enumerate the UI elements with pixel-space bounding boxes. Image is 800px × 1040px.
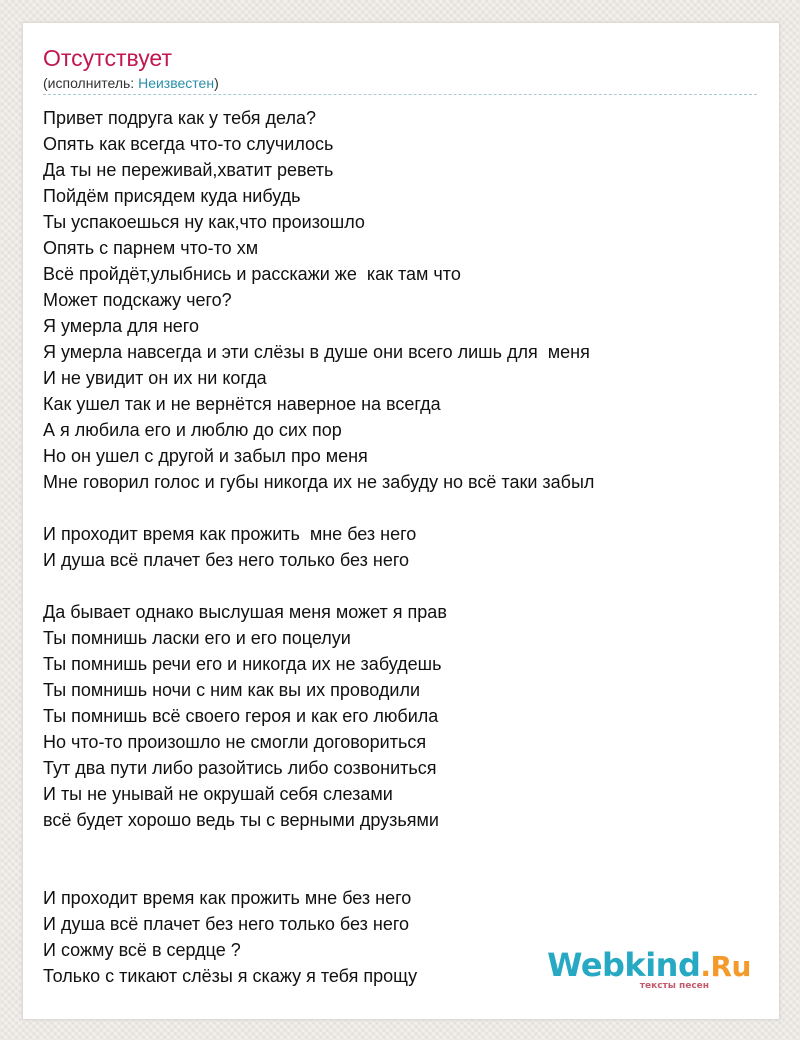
- lyric-line: Да ты не переживай,хватит реветь: [43, 160, 334, 180]
- lyrics-text: [43, 105, 763, 989]
- lyric-line: Опять как всегда что-то случилось: [43, 134, 334, 154]
- lyric-line: Ты помнишь речи его и никогда их не забудешь: [43, 654, 442, 674]
- lyric-line: И проходит время как прожить мне без него: [43, 888, 412, 908]
- site-logo[interactable]: [547, 948, 751, 991]
- lyric-line: И сожму всё в сердце ?: [43, 940, 241, 960]
- lyric-line: И душа всё плачет без него только без него: [43, 914, 410, 934]
- logo-wordmark: [547, 948, 751, 984]
- lyric-line: Пойдём присядем куда нибудь: [43, 186, 301, 206]
- lyric-blank-line: [43, 833, 763, 859]
- lyric-line: Да бывает однако выслушая меня может я прав: [43, 602, 447, 622]
- lyric-line: А я любила его и люблю до сих пор: [43, 420, 342, 440]
- lyric-blank-line: [43, 495, 763, 521]
- artist-prefix: (исполнитель:: [43, 75, 139, 91]
- lyric-line: Может подскажу чего?: [43, 290, 232, 310]
- lyric-line: Но он ушел с другой и забыл про меня: [43, 446, 368, 466]
- lyric-line: И душа всё плачет без него только без него: [43, 550, 410, 570]
- artist-line: [43, 75, 219, 91]
- title-divider: [43, 94, 757, 95]
- lyric-line: Ты успакоешься ну как,что произошло: [43, 212, 365, 232]
- logo-word: Webkind: [547, 946, 701, 984]
- logo-tagline: тексты песен: [639, 981, 709, 991]
- lyric-line: Как ушел так и не вернётся наверное на всегда: [43, 394, 441, 414]
- logo-tld: .Ru: [700, 950, 751, 983]
- lyrics-card: [22, 22, 780, 1020]
- artist-suffix: ): [214, 75, 219, 91]
- artist-link[interactable]: Неизвестен: [138, 75, 215, 91]
- lyric-line: Всё пройдёт,улыбнись и расскажи же как там что: [43, 264, 461, 284]
- lyric-line: Привет подруга как у тебя дела?: [43, 108, 316, 128]
- lyric-line: Ты помнишь ласки его и его поцелуи: [43, 628, 351, 648]
- lyric-line: И ты не унывай не окрушай себя слезами: [43, 784, 393, 804]
- lyric-line: Но что-то произошло не смогли договориться: [43, 732, 427, 752]
- lyric-blank-line: [43, 573, 763, 599]
- lyric-line: всё будет хорошо ведь ты с верными друзьями: [43, 810, 439, 830]
- lyric-line: Ты помнишь ночи с ним как вы их проводили: [43, 680, 421, 700]
- lyric-line: Мне говорил голос и губы никогда их не забуду но всё таки забыл: [43, 472, 595, 492]
- lyric-line: Только с тикают слёзы я скажу я тебя прощу: [43, 966, 418, 986]
- lyric-blank-line: [43, 859, 763, 885]
- lyric-line: Я умерла навсегда и эти слёзы в душе они всего лишь для меня: [43, 342, 590, 362]
- lyric-line: И не увидит он их ни когда: [43, 368, 267, 388]
- lyric-line: Тут два пути либо разойтись либо созвониться: [43, 758, 437, 778]
- lyric-line: Ты помнишь всё своего героя и как его любила: [43, 706, 439, 726]
- song-title: Отсутствует: [43, 45, 172, 71]
- lyric-line: Опять с парнем что-то хм: [43, 238, 259, 258]
- lyric-line: И проходит время как прожить мне без него: [43, 524, 417, 544]
- lyric-line: Я умерла для него: [43, 316, 199, 336]
